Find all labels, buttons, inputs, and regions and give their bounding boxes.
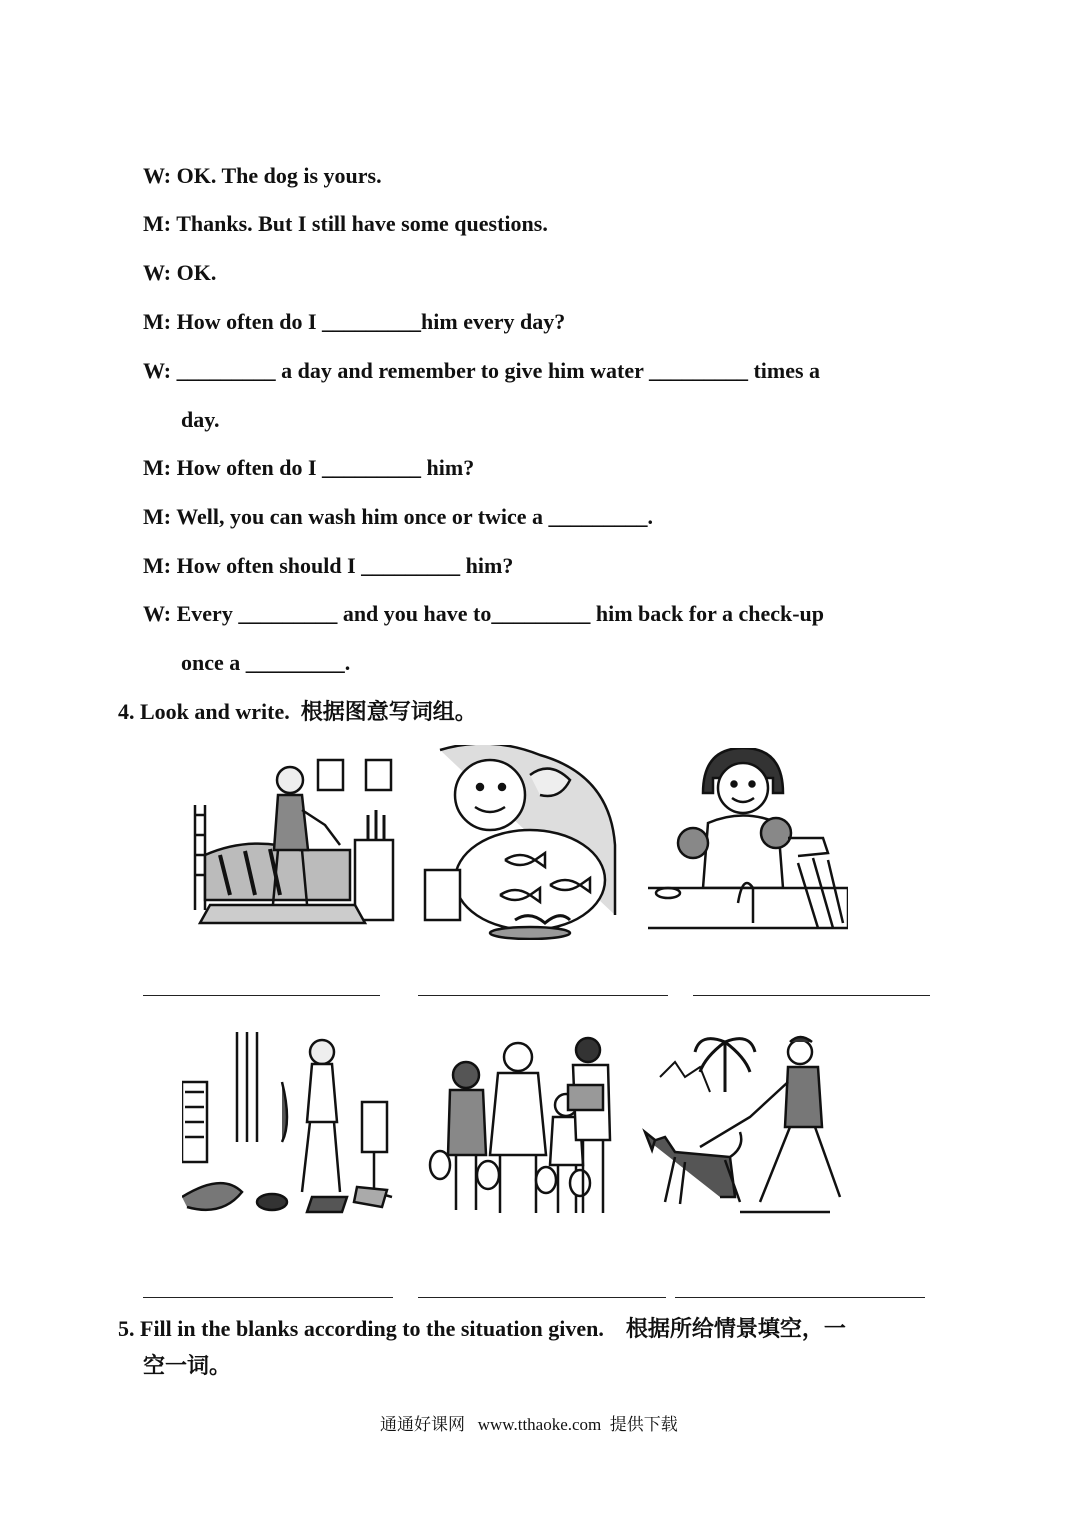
dialogue-line-9: W: Every _________ and you have to_________ him back for a check-up xyxy=(143,601,825,626)
dialogue-line-5: W: _________ a day and remember to give him water _________ times a xyxy=(143,358,821,383)
section-5-title-line-1: 5. Fill in the blanks according to the situation given. 根据所给情景填空，一 xyxy=(118,1316,846,1341)
dialogue-line-1: W: OK. The dog is yours. xyxy=(143,163,382,188)
washing-dishes-illustration xyxy=(648,748,848,933)
answer-line-5[interactable] xyxy=(418,1297,666,1298)
dialogue-line-4: M: How often do I _________him every day? xyxy=(143,309,566,334)
section-4-title: 4. Look and write. 根据图意写词组。 xyxy=(118,699,477,724)
answer-line-4[interactable] xyxy=(143,1297,393,1298)
answer-line-6[interactable] xyxy=(675,1297,925,1298)
walking-dog-illustration xyxy=(640,1032,850,1227)
messy-room-illustration xyxy=(182,1032,397,1227)
answer-line-3[interactable] xyxy=(693,995,930,996)
section-5-title-line-2: 空一词。 xyxy=(143,1353,232,1378)
dialogue-line-8: M: How often should I _________ him? xyxy=(143,553,514,578)
dialogue-line-6: M: How often do I _________ him? xyxy=(143,455,475,480)
making-bed-illustration xyxy=(190,755,400,930)
answer-line-2[interactable] xyxy=(418,995,668,996)
dialogue-line-9-cont: once a _________. xyxy=(181,650,351,675)
dialogue-line-2: M: Thanks. But I still have some questions. xyxy=(143,211,548,236)
family-shopping-illustration xyxy=(428,1035,618,1225)
footer-download-note: 通通好课网 www.tthaoke.com 提供下载 xyxy=(380,1415,678,1434)
dialogue-line-7: M: Well, you can wash him once or twice a _________. xyxy=(143,504,654,529)
dialogue-line-5-cont: day. xyxy=(181,407,220,432)
answer-line-1[interactable] xyxy=(143,995,380,996)
feeding-fish-illustration xyxy=(420,745,625,940)
dialogue-line-3: W: OK. xyxy=(143,260,217,285)
